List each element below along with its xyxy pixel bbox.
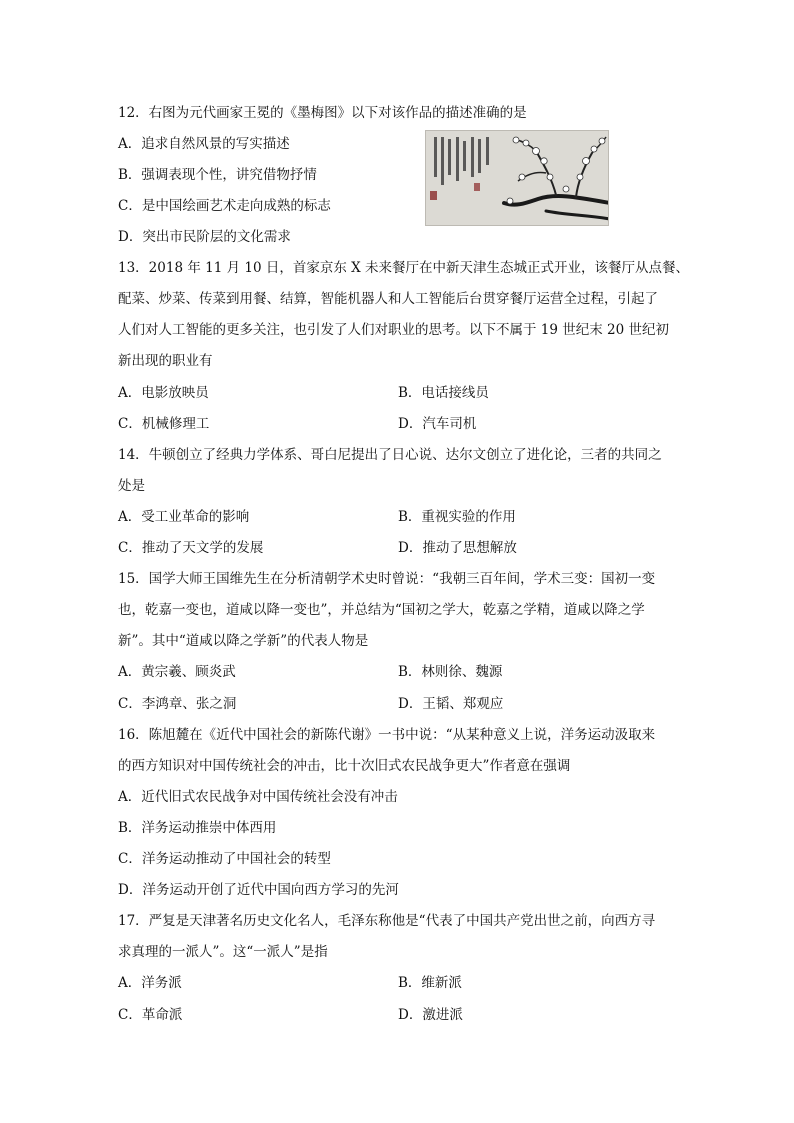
q16-option-d: D．洋务运动开创了近代中国向西方学习的先河: [118, 882, 399, 898]
q12-option-c: C．是中国绘画艺术走向成熟的标志: [118, 198, 331, 214]
q12-stem: 12．右图为元代画家王冕的《墨梅图》以下对该作品的描述准确的是: [118, 105, 527, 121]
q14-option-a: A．受工业革命的影响: [118, 509, 250, 525]
q12-option-d: D．突出市民阶层的文化需求: [118, 229, 291, 245]
q13-stem-line-4: 新出现的职业有: [118, 353, 213, 369]
q15-stem-line-2: 也，乾嘉一变也，道咸以降一变也”，并总结为“国初之学大，乾嘉之学精，道咸以降之学: [118, 602, 645, 618]
q15-option-a: A．黄宗羲、顾炎武: [118, 664, 236, 680]
q14-stem-line-2: 处是: [118, 478, 145, 494]
q17-option-d: D．激进派: [398, 1007, 463, 1023]
q14-option-b: B．重视实验的作用: [398, 509, 516, 525]
q13-option-b: B．电话接线员: [398, 385, 489, 401]
q15-option-d: D．王韬、郑观应: [398, 696, 504, 712]
q14-stem-line-1: 14．牛顿创立了经典力学体系、哥白尼提出了日心说、达尔文创立了进化论，三者的共同之: [118, 447, 662, 463]
q14-option-d: D．推动了思想解放: [398, 540, 517, 556]
q16-option-c: C．洋务运动推动了中国社会的转型: [118, 851, 331, 867]
q13-stem-line-2: 配菜、炒菜、传菜到用餐、结算，智能机器人和人工智能后台贯穿餐厅运营全过程，引起了: [118, 291, 658, 307]
q13-option-c: C．机械修理工: [118, 416, 210, 432]
q17-option-a: A．洋务派: [118, 975, 182, 991]
q16-stem-line-2: 的西方知识对中国传统社会的冲击，比十次旧式农民战争更大”作者意在强调: [118, 758, 571, 774]
q16-option-a: A．近代旧式农民战争对中国传统社会没有冲击: [118, 789, 398, 805]
plum-blossom-painting: [425, 130, 609, 226]
q15-stem-line-1: 15．国学大师王国维先生在分析清朝学术史时曾说：“我朝三百年间，学术三变：国初一变: [118, 571, 656, 587]
q12-option-a: A．追求自然风景的写实描述: [118, 136, 290, 152]
plum-blossom-painting-image: [426, 131, 609, 226]
q16-option-b: B．洋务运动推崇中体西用: [118, 820, 277, 836]
q17-option-c: C．革命派: [118, 1007, 183, 1023]
q14-option-c: C．推动了天文学的发展: [118, 540, 264, 556]
q17-stem-line-2: 求真理的一派人”。这“一派人”是指: [118, 944, 328, 960]
q13-stem-line-3: 人们对人工智能的更多关注，也引发了人们对职业的思考。以下不属于 19 世纪末 20 世纪初: [118, 322, 670, 338]
q13-option-d: D．汽车司机: [398, 416, 477, 432]
q15-stem-line-3: 新”。其中“道咸以降之学新”的代表人物是: [118, 633, 369, 649]
q12-option-b: B．强调表现个性，讲究借物抒情: [118, 167, 317, 183]
q16-stem-line-1: 16．陈旭麓在《近代中国社会的新陈代谢》一书中说：“从某种意义上说，洋务运动汲取来: [118, 727, 656, 743]
q17-option-b: B．维新派: [398, 975, 462, 991]
q13-stem-line-1: 13．2018 年 11 月 10 日，首家京东 X 未来餐厅在中新天津生态城正式开业，该餐厅从点餐、: [118, 260, 690, 276]
q13-option-a: A．电影放映员: [118, 385, 209, 401]
q15-option-c: C．李鸿章、张之洞: [118, 696, 237, 712]
q15-option-b: B．林则徐、魏源: [398, 664, 503, 680]
q17-stem-line-1: 17．严复是天津著名历史文化名人，毛泽东称他是“代表了中国共产党出世之前，向西方寻: [118, 913, 656, 929]
